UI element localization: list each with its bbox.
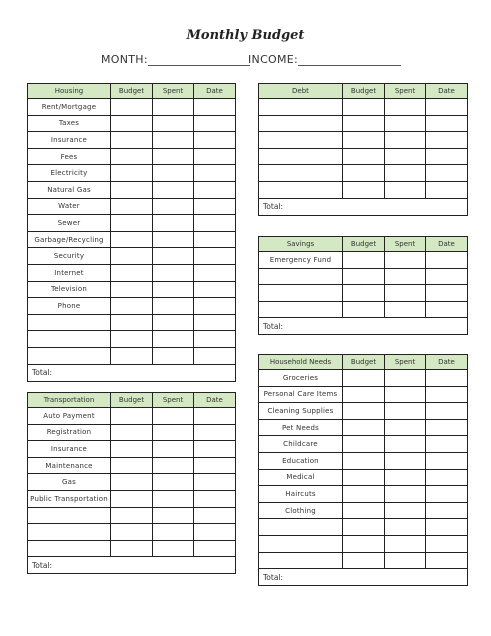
spent-cell[interactable] bbox=[385, 370, 426, 387]
budget-cell[interactable] bbox=[111, 298, 153, 315]
date-cell[interactable] bbox=[194, 115, 236, 132]
date-cell[interactable] bbox=[426, 252, 468, 269]
budget-cell[interactable] bbox=[343, 452, 385, 469]
table-row bbox=[259, 301, 468, 318]
spent-cell[interactable] bbox=[153, 457, 194, 474]
budget-cell[interactable] bbox=[343, 148, 385, 165]
table-row bbox=[28, 457, 236, 474]
row-label bbox=[259, 301, 343, 318]
date-cell[interactable] bbox=[426, 403, 468, 420]
spent-cell[interactable] bbox=[153, 165, 194, 182]
column-date: Date bbox=[426, 355, 468, 370]
column-budget: Budget bbox=[111, 84, 153, 99]
budget-cell[interactable] bbox=[343, 252, 385, 269]
row-label: Taxes bbox=[28, 115, 111, 132]
spent-cell[interactable] bbox=[385, 268, 426, 285]
date-cell[interactable] bbox=[426, 502, 468, 519]
spent-cell[interactable] bbox=[385, 115, 426, 132]
spent-cell[interactable] bbox=[385, 419, 426, 436]
budget-cell[interactable] bbox=[111, 314, 153, 331]
spent-cell[interactable] bbox=[385, 469, 426, 486]
date-cell[interactable] bbox=[194, 264, 236, 281]
row-label: Phone bbox=[28, 298, 111, 315]
total-row bbox=[28, 557, 236, 574]
total-row bbox=[259, 569, 468, 586]
spent-cell[interactable] bbox=[385, 386, 426, 403]
row-label: Medical bbox=[259, 469, 343, 486]
spent-cell[interactable] bbox=[153, 181, 194, 198]
row-label bbox=[259, 268, 343, 285]
table-row bbox=[28, 507, 236, 524]
row-label bbox=[259, 181, 343, 198]
date-cell[interactable] bbox=[426, 486, 468, 503]
table-row bbox=[28, 198, 236, 215]
row-label bbox=[259, 535, 343, 552]
table-row bbox=[259, 132, 468, 149]
spent-cell[interactable] bbox=[385, 181, 426, 198]
column-spent: Spent bbox=[153, 393, 194, 408]
date-cell[interactable] bbox=[426, 301, 468, 318]
table-row bbox=[259, 386, 468, 403]
table-row bbox=[259, 469, 468, 486]
table-header-row bbox=[28, 393, 236, 408]
date-cell[interactable] bbox=[194, 298, 236, 315]
row-label: Haircuts bbox=[259, 486, 343, 503]
budget-cell[interactable] bbox=[111, 474, 153, 491]
row-label: Television bbox=[28, 281, 111, 298]
date-cell[interactable] bbox=[426, 469, 468, 486]
debt-table bbox=[258, 83, 468, 216]
savings-title: Savings bbox=[259, 237, 343, 252]
spent-cell[interactable] bbox=[153, 441, 194, 458]
budget-cell[interactable] bbox=[111, 231, 153, 248]
table-row bbox=[259, 486, 468, 503]
date-cell[interactable] bbox=[426, 148, 468, 165]
row-label: Childcare bbox=[259, 436, 343, 453]
table-row bbox=[259, 419, 468, 436]
budget-cell[interactable] bbox=[343, 370, 385, 387]
column-spent: Spent bbox=[153, 84, 194, 99]
total-label: Total: bbox=[259, 318, 468, 335]
date-cell[interactable] bbox=[426, 386, 468, 403]
column-spent: Spent bbox=[385, 355, 426, 370]
row-label: Personal Care Items bbox=[259, 386, 343, 403]
table-row bbox=[259, 452, 468, 469]
table-row bbox=[259, 502, 468, 519]
row-label: Water bbox=[28, 198, 111, 215]
row-label: Education bbox=[259, 452, 343, 469]
date-cell[interactable] bbox=[426, 181, 468, 198]
date-cell[interactable] bbox=[426, 285, 468, 302]
date-cell[interactable] bbox=[426, 419, 468, 436]
row-label: Internet bbox=[28, 264, 111, 281]
month-line bbox=[101, 53, 250, 66]
row-label: Insurance bbox=[28, 132, 111, 149]
date-cell[interactable] bbox=[194, 248, 236, 265]
column-budget: Budget bbox=[343, 355, 385, 370]
budget-cell[interactable] bbox=[111, 507, 153, 524]
budget-cell[interactable] bbox=[343, 502, 385, 519]
total-row bbox=[259, 198, 468, 215]
date-cell[interactable] bbox=[194, 281, 236, 298]
date-cell[interactable] bbox=[194, 524, 236, 541]
spent-cell[interactable] bbox=[385, 535, 426, 552]
row-label: Electricity bbox=[28, 165, 111, 182]
budget-cell[interactable] bbox=[111, 424, 153, 441]
table-row bbox=[259, 252, 468, 269]
budget-cell[interactable] bbox=[343, 419, 385, 436]
row-label bbox=[259, 115, 343, 132]
date-cell[interactable] bbox=[426, 115, 468, 132]
date-cell[interactable] bbox=[426, 132, 468, 149]
date-cell[interactable] bbox=[194, 408, 236, 425]
budget-cell[interactable] bbox=[343, 436, 385, 453]
date-cell[interactable] bbox=[194, 314, 236, 331]
budget-cell[interactable] bbox=[343, 403, 385, 420]
table-row bbox=[28, 281, 236, 298]
table-row bbox=[28, 248, 236, 265]
column-spent: Spent bbox=[385, 237, 426, 252]
table-row bbox=[28, 132, 236, 149]
table-header-row bbox=[28, 84, 236, 99]
housing-title: Housing bbox=[28, 84, 111, 99]
row-label bbox=[28, 540, 111, 557]
table-row bbox=[28, 165, 236, 182]
spent-cell[interactable] bbox=[153, 231, 194, 248]
month-field[interactable] bbox=[148, 53, 250, 66]
spent-cell[interactable] bbox=[153, 215, 194, 232]
spent-cell[interactable] bbox=[153, 99, 194, 116]
date-cell[interactable] bbox=[426, 519, 468, 536]
spent-cell[interactable] bbox=[385, 519, 426, 536]
row-label bbox=[259, 552, 343, 569]
row-label: Public Transportation bbox=[28, 490, 111, 507]
date-cell[interactable] bbox=[194, 165, 236, 182]
row-label: Insurance bbox=[28, 441, 111, 458]
budget-cell[interactable] bbox=[111, 198, 153, 215]
budget-cell[interactable] bbox=[343, 99, 385, 116]
table-row bbox=[28, 331, 236, 348]
column-budget: Budget bbox=[343, 84, 385, 99]
total-label: Total: bbox=[28, 364, 236, 381]
spent-cell[interactable] bbox=[153, 115, 194, 132]
total-row bbox=[259, 318, 468, 335]
date-cell[interactable] bbox=[194, 198, 236, 215]
date-cell[interactable] bbox=[194, 99, 236, 116]
spent-cell[interactable] bbox=[385, 486, 426, 503]
table-row bbox=[259, 519, 468, 536]
budget-cell[interactable] bbox=[111, 215, 153, 232]
spent-cell[interactable] bbox=[153, 264, 194, 281]
table-row bbox=[28, 298, 236, 315]
row-label: Auto Payment bbox=[28, 408, 111, 425]
date-cell[interactable] bbox=[426, 268, 468, 285]
date-cell[interactable] bbox=[426, 452, 468, 469]
budget-cell[interactable] bbox=[111, 490, 153, 507]
budget-cell[interactable] bbox=[343, 165, 385, 182]
spent-cell[interactable] bbox=[153, 314, 194, 331]
table-row bbox=[259, 115, 468, 132]
row-label: Maintenance bbox=[28, 457, 111, 474]
date-cell[interactable] bbox=[194, 507, 236, 524]
month-label: MONTH: bbox=[101, 53, 148, 66]
row-label bbox=[28, 524, 111, 541]
table-row bbox=[259, 268, 468, 285]
spent-cell[interactable] bbox=[153, 490, 194, 507]
budget-cell[interactable] bbox=[111, 524, 153, 541]
date-cell[interactable] bbox=[194, 424, 236, 441]
table-row bbox=[28, 424, 236, 441]
budget-cell[interactable] bbox=[343, 469, 385, 486]
row-label bbox=[28, 347, 111, 364]
total-label: Total: bbox=[259, 569, 468, 586]
date-cell[interactable] bbox=[426, 552, 468, 569]
table-row bbox=[28, 490, 236, 507]
date-cell[interactable] bbox=[426, 535, 468, 552]
spent-cell[interactable] bbox=[153, 507, 194, 524]
table-row bbox=[28, 181, 236, 198]
spent-cell[interactable] bbox=[385, 552, 426, 569]
spent-cell[interactable] bbox=[153, 281, 194, 298]
row-label bbox=[259, 165, 343, 182]
table-row bbox=[259, 285, 468, 302]
table-row bbox=[28, 231, 236, 248]
budget-cell[interactable] bbox=[111, 148, 153, 165]
savings-table bbox=[258, 236, 468, 335]
table-row bbox=[28, 540, 236, 557]
table-row bbox=[28, 524, 236, 541]
date-cell[interactable] bbox=[194, 490, 236, 507]
budget-cell[interactable] bbox=[343, 181, 385, 198]
budget-cell[interactable] bbox=[343, 486, 385, 503]
row-label bbox=[28, 331, 111, 348]
row-label: Registration bbox=[28, 424, 111, 441]
row-label: Gas bbox=[28, 474, 111, 491]
housing-table bbox=[27, 83, 236, 382]
spent-cell[interactable] bbox=[153, 148, 194, 165]
row-label bbox=[259, 132, 343, 149]
household-table bbox=[258, 354, 468, 586]
row-label bbox=[259, 99, 343, 116]
spent-cell[interactable] bbox=[153, 540, 194, 557]
table-row bbox=[259, 370, 468, 387]
table-row bbox=[259, 436, 468, 453]
budget-cell[interactable] bbox=[111, 115, 153, 132]
date-cell[interactable] bbox=[194, 540, 236, 557]
budget-cell[interactable] bbox=[111, 165, 153, 182]
table-row bbox=[259, 181, 468, 198]
spent-cell[interactable] bbox=[153, 248, 194, 265]
table-row bbox=[28, 314, 236, 331]
date-cell[interactable] bbox=[194, 347, 236, 364]
spent-cell[interactable] bbox=[385, 132, 426, 149]
budget-cell[interactable] bbox=[343, 535, 385, 552]
row-label: Clothing bbox=[259, 502, 343, 519]
spent-cell[interactable] bbox=[153, 298, 194, 315]
table-row bbox=[28, 474, 236, 491]
row-label: Groceries bbox=[259, 370, 343, 387]
row-label: Garbage/Recycling bbox=[28, 231, 111, 248]
transportation-title: Transportation bbox=[28, 393, 111, 408]
column-date: Date bbox=[426, 84, 468, 99]
row-label bbox=[259, 148, 343, 165]
spent-cell[interactable] bbox=[153, 331, 194, 348]
row-label bbox=[28, 314, 111, 331]
date-cell[interactable] bbox=[194, 132, 236, 149]
table-row bbox=[28, 148, 236, 165]
budget-cell[interactable] bbox=[111, 408, 153, 425]
date-cell[interactable] bbox=[194, 231, 236, 248]
budget-cell[interactable] bbox=[111, 181, 153, 198]
table-header-row bbox=[259, 84, 468, 99]
table-row bbox=[28, 441, 236, 458]
income-label: INCOME: bbox=[248, 53, 299, 66]
date-cell[interactable] bbox=[194, 457, 236, 474]
budget-cell[interactable] bbox=[111, 540, 153, 557]
table-row bbox=[28, 408, 236, 425]
spent-cell[interactable] bbox=[153, 424, 194, 441]
row-label bbox=[259, 285, 343, 302]
table-row bbox=[28, 215, 236, 232]
date-cell[interactable] bbox=[194, 148, 236, 165]
table-row bbox=[259, 535, 468, 552]
table-row bbox=[259, 148, 468, 165]
income-line bbox=[248, 53, 401, 66]
date-cell[interactable] bbox=[194, 181, 236, 198]
row-label: Sewer bbox=[28, 215, 111, 232]
budget-cell[interactable] bbox=[111, 331, 153, 348]
debt-title: Debt bbox=[259, 84, 343, 99]
column-budget: Budget bbox=[111, 393, 153, 408]
table-row bbox=[28, 264, 236, 281]
table-row bbox=[28, 347, 236, 364]
spent-cell[interactable] bbox=[385, 403, 426, 420]
budget-cell[interactable] bbox=[111, 281, 153, 298]
spent-cell[interactable] bbox=[385, 452, 426, 469]
budget-cell[interactable] bbox=[343, 132, 385, 149]
spent-cell[interactable] bbox=[385, 148, 426, 165]
date-cell[interactable] bbox=[194, 331, 236, 348]
row-label: Emergency Fund bbox=[259, 252, 343, 269]
table-row bbox=[259, 99, 468, 116]
transportation-table bbox=[27, 392, 236, 574]
spent-cell[interactable] bbox=[153, 524, 194, 541]
spent-cell[interactable] bbox=[385, 99, 426, 116]
spent-cell[interactable] bbox=[385, 285, 426, 302]
budget-cell[interactable] bbox=[343, 268, 385, 285]
budget-cell[interactable] bbox=[343, 519, 385, 536]
budget-cell[interactable] bbox=[343, 115, 385, 132]
spent-cell[interactable] bbox=[385, 301, 426, 318]
column-date: Date bbox=[194, 84, 236, 99]
table-row bbox=[28, 99, 236, 116]
spent-cell[interactable] bbox=[385, 502, 426, 519]
budget-cell[interactable] bbox=[111, 347, 153, 364]
column-date: Date bbox=[426, 237, 468, 252]
date-cell[interactable] bbox=[194, 441, 236, 458]
table-row bbox=[28, 115, 236, 132]
row-label: Cleaning Supplies bbox=[259, 403, 343, 420]
date-cell[interactable] bbox=[426, 436, 468, 453]
table-header-row bbox=[259, 237, 468, 252]
column-date: Date bbox=[194, 393, 236, 408]
row-label bbox=[28, 507, 111, 524]
table-header-row bbox=[259, 355, 468, 370]
total-row bbox=[28, 364, 236, 381]
column-budget: Budget bbox=[343, 237, 385, 252]
row-label: Fees bbox=[28, 148, 111, 165]
household-title: Household Needs bbox=[259, 355, 343, 370]
date-cell[interactable] bbox=[426, 165, 468, 182]
row-label bbox=[259, 519, 343, 536]
date-cell[interactable] bbox=[194, 215, 236, 232]
budget-cell[interactable] bbox=[343, 386, 385, 403]
budget-cell[interactable] bbox=[111, 264, 153, 281]
date-cell[interactable] bbox=[426, 370, 468, 387]
budget-cell[interactable] bbox=[111, 99, 153, 116]
date-cell[interactable] bbox=[426, 99, 468, 116]
spent-cell[interactable] bbox=[153, 198, 194, 215]
spent-cell[interactable] bbox=[153, 132, 194, 149]
row-label: Rent/Mortgage bbox=[28, 99, 111, 116]
budget-cell[interactable] bbox=[111, 132, 153, 149]
budget-cell[interactable] bbox=[343, 301, 385, 318]
table-row bbox=[259, 552, 468, 569]
budget-cell[interactable] bbox=[111, 248, 153, 265]
table-row bbox=[259, 165, 468, 182]
spent-cell[interactable] bbox=[385, 252, 426, 269]
budget-cell[interactable] bbox=[111, 457, 153, 474]
page-title: Monthly Budget bbox=[186, 28, 305, 43]
income-field[interactable] bbox=[298, 53, 401, 66]
spent-cell[interactable] bbox=[385, 436, 426, 453]
budget-cell[interactable] bbox=[343, 285, 385, 302]
row-label: Natural Gas bbox=[28, 181, 111, 198]
date-cell[interactable] bbox=[194, 474, 236, 491]
table-row bbox=[259, 403, 468, 420]
row-label: Security bbox=[28, 248, 111, 265]
spent-cell[interactable] bbox=[385, 165, 426, 182]
spent-cell[interactable] bbox=[153, 347, 194, 364]
spent-cell[interactable] bbox=[153, 408, 194, 425]
row-label: Pet Needs bbox=[259, 419, 343, 436]
total-label: Total: bbox=[28, 557, 236, 574]
column-spent: Spent bbox=[385, 84, 426, 99]
total-label: Total: bbox=[259, 198, 468, 215]
budget-cell[interactable] bbox=[343, 552, 385, 569]
budget-cell[interactable] bbox=[111, 441, 153, 458]
spent-cell[interactable] bbox=[153, 474, 194, 491]
